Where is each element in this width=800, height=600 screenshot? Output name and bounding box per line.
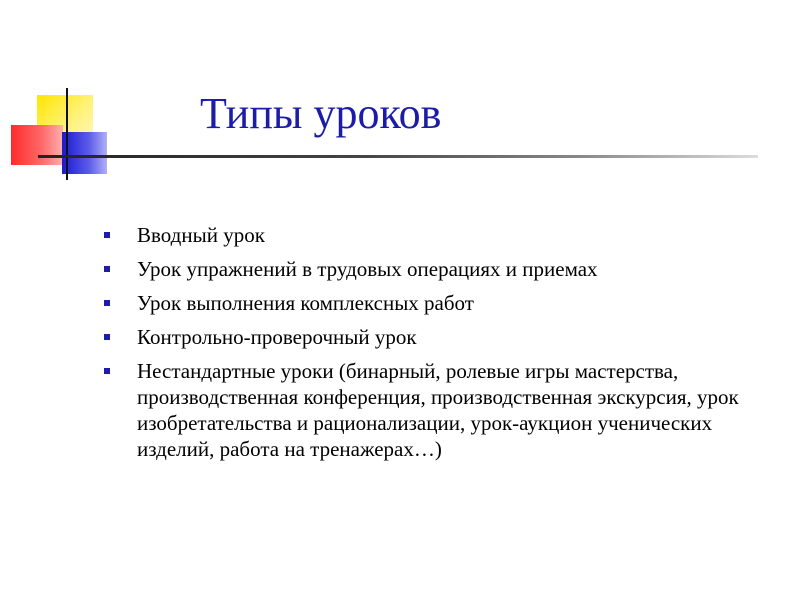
- bullet-list: [104, 222, 764, 470]
- blue-square-icon: [62, 132, 107, 174]
- list-item: [104, 358, 764, 462]
- square-bullet-icon: [104, 266, 110, 272]
- list-item-text: Нестандартные уроки (бинарный, ролевые игры мастерства, производственная конференция, производственная экскурсия, урок изобретательства и рационализации, урок-аукцион ученических изделий, работа на тренажерах…): [137, 359, 739, 461]
- decorative-logo-blocks: [0, 0, 130, 190]
- list-item-text: Урок упражнений в трудовых операциях и приемах: [137, 257, 598, 281]
- square-bullet-icon: [104, 334, 110, 340]
- slide-title: Типы уроков: [200, 89, 442, 138]
- title-underline-rule: [38, 155, 758, 158]
- list-item: [104, 256, 764, 282]
- list-item: [104, 290, 764, 316]
- square-bullet-icon: [104, 368, 110, 374]
- list-item-text: Урок выполнения комплексных работ: [137, 291, 474, 315]
- red-square-icon: [11, 125, 63, 165]
- square-bullet-icon: [104, 232, 110, 238]
- list-item: [104, 222, 764, 248]
- list-item-text: Вводный урок: [137, 223, 265, 247]
- list-item: [104, 324, 764, 350]
- vertical-rule: [66, 88, 68, 180]
- list-item-text: Контрольно-проверочный урок: [137, 325, 417, 349]
- square-bullet-icon: [104, 300, 110, 306]
